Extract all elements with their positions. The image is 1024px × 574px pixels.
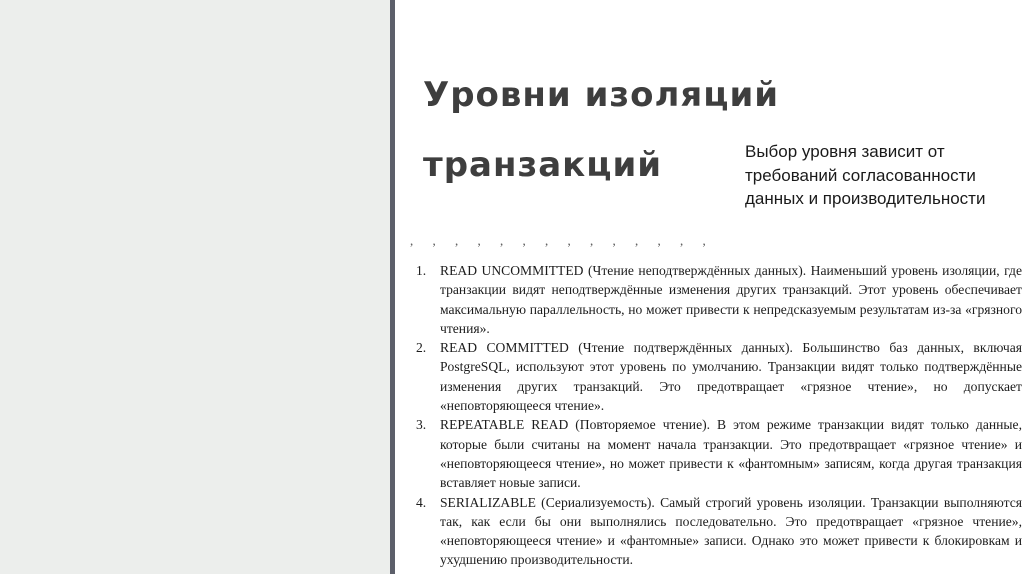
- cut-off-text-line: , , , , , , , , , , , , , ,: [410, 233, 714, 248]
- list-item-text: READ COMMITTED (Чтение подтверждённых данных). Большинство баз данных, включая PostgreSQL, используют этот уровень по умолчанию. Транзакции видят только подтверждённые изменения других транзакций. Это предотвращает «грязное чтение», но допускает «неповторяющееся чтение».: [440, 340, 1022, 414]
- list-item: [416, 415, 1022, 492]
- isolation-level-list: [416, 261, 1022, 570]
- slide-title-line-1: Уровни изоляций: [423, 75, 780, 115]
- list-item-text: READ UNCOMMITTED (Чтение неподтверждённых данных). Наименьший уровень изоляции, где транзакции видят неподтверждённые изменения других транзакций. Этот уровень обеспечивает максимальную параллельность, но может привести к непредсказуемым результатам из-за «грязного чтения».: [440, 263, 1022, 336]
- list-item: [416, 338, 1022, 415]
- list-item: [416, 261, 1022, 338]
- list-item-number: 3.: [416, 417, 427, 433]
- list-item: [416, 493, 1022, 570]
- list-item-number: 4.: [416, 494, 427, 510]
- document-excerpt: [404, 233, 1022, 568]
- list-item-number: 1.: [416, 263, 427, 278]
- slide-subtitle: Выбор уровня зависит от требований согласованности данных и производительности: [745, 142, 986, 208]
- slide-title-line-2: транзакций: [423, 145, 663, 185]
- left-panel: [0, 0, 390, 574]
- divider-bar: [390, 0, 395, 574]
- list-item-text: REPEATABLE READ (Повторяемое чтение). В этом режиме транзакции видят только данные, которые были считаны на момент начала транзакции. Это предотвращает «грязное чтение» и «неповторяющееся чтение», но может привести к «фантомным» записям, когда другая транзакция вставляет новые записи.: [440, 417, 1022, 491]
- list-item-number: 2.: [416, 340, 427, 356]
- list-item-text: SERIALIZABLE (Сериализуемость). Самый строгий уровень изоляции. Транзакции выполняются так, как если бы они выполнялись последовательно. Это предотвращает «грязное чтение», «неповторяющееся чтение» и «фантомные» записи. Однако это может привести к блокировкам и ухудшению производительности.: [440, 494, 1022, 568]
